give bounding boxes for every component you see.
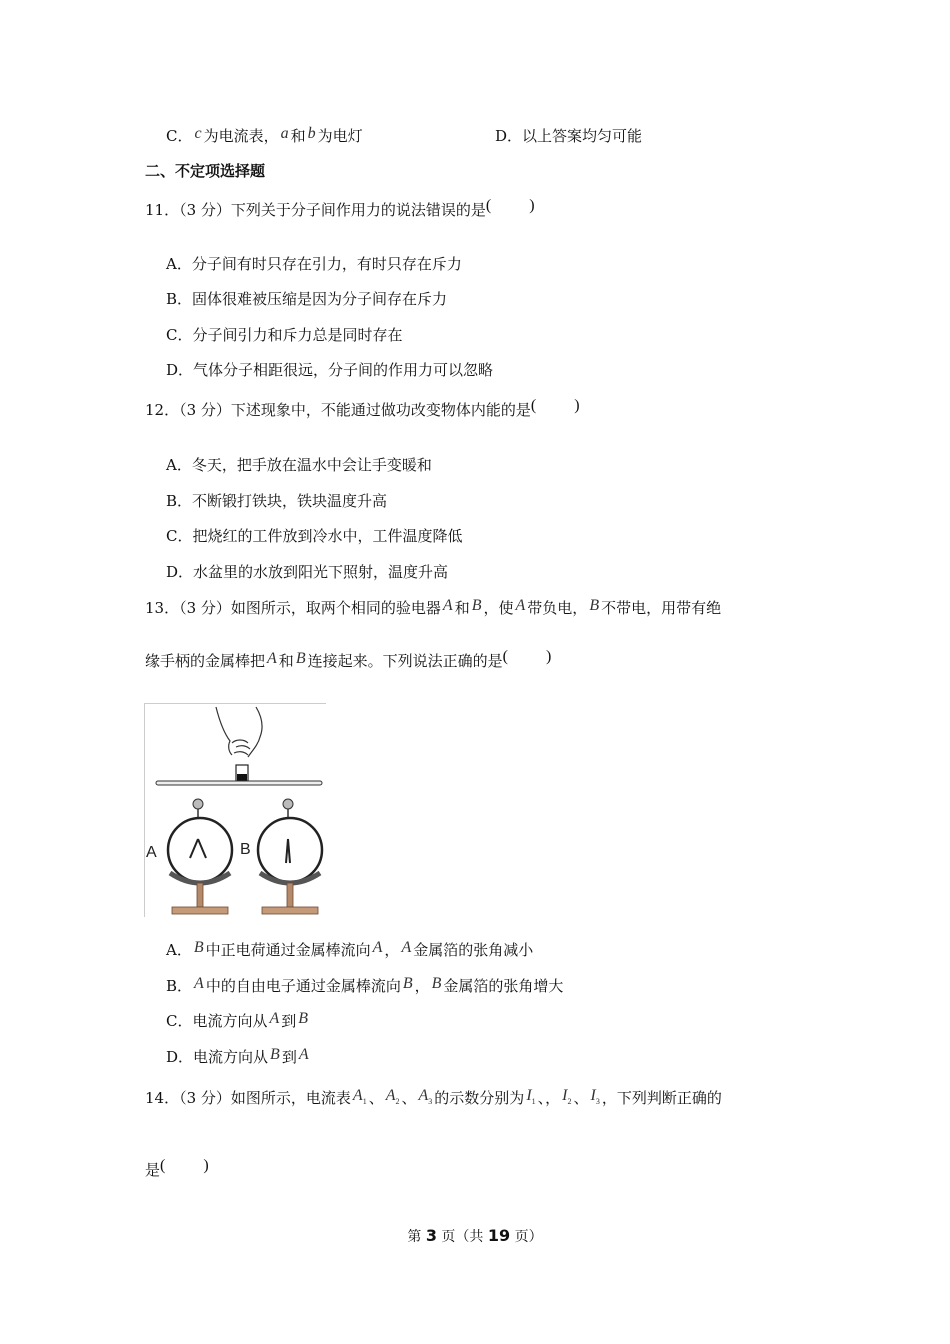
option-label: C．: [166, 127, 193, 145]
question-text: 不带电，用带有绝: [601, 599, 722, 617]
question-text: 如图所示，电流表: [230, 1089, 351, 1107]
var-a: A: [401, 939, 412, 956]
var-b: B: [471, 597, 482, 614]
var-a: A: [194, 975, 204, 992]
var-i1: $I_1$: [526, 1087, 536, 1106]
var-b: B: [295, 650, 306, 667]
var-b: b: [307, 125, 316, 142]
q13-option-a: [166, 940, 533, 961]
var-a: A: [515, 597, 526, 614]
q10-option-d: [495, 126, 642, 146]
var-i3: $I_3$: [590, 1087, 600, 1106]
figure-label-a: A: [146, 844, 157, 861]
question-text: 带负电，: [527, 599, 588, 617]
option-label: C．: [166, 1012, 193, 1030]
var-c: c: [194, 125, 202, 142]
question-text: 、，: [537, 1089, 561, 1107]
question-text: 下述现象中，不能通过做功改变物体内能的是: [230, 401, 531, 419]
option-text: 为电灯: [317, 127, 363, 145]
q13-stem-line2: [145, 648, 552, 672]
var-b: B: [589, 597, 600, 614]
answer-paren-close: ): [545, 648, 552, 665]
hand-drawing: [216, 707, 262, 757]
electroscope-figure: [144, 703, 326, 917]
q14-stem-line1: 14．（3 分）如图所示，电流表 $A_1$ 、 $A_2$ 、 $A_3$ 的示数分别为 $I_1$ 、， $I_2$ 、 $I_3$ ，下列判断正确的: [145, 1087, 722, 1107]
page-number: 3: [425, 1226, 437, 1245]
option-label: B．: [166, 290, 193, 308]
option-text: 分子间引力和斥力总是同时存在: [192, 326, 403, 344]
option-text: 和: [290, 127, 306, 145]
question-text: 连接起来。下列说法正确的是: [307, 652, 503, 670]
option-label: B．: [166, 977, 193, 995]
option-label: D．: [495, 127, 523, 145]
question-text: 、: [573, 1089, 589, 1107]
q13-option-b: [166, 976, 563, 997]
var-b: B: [270, 1046, 280, 1063]
q11-stem: [145, 197, 535, 221]
option-label: A．: [166, 255, 192, 273]
var-a3: $A_3$: [418, 1087, 433, 1106]
var-a: A: [442, 597, 453, 614]
option-text: 以上答案均匀可能: [522, 127, 643, 145]
q12-option-c: [166, 526, 463, 546]
var-b: B: [298, 1010, 309, 1027]
option-text: 金属箔的张角减小: [413, 941, 534, 959]
q13-option-c: [166, 1011, 310, 1032]
option-label: D．: [166, 1048, 194, 1066]
option-label: B．: [166, 492, 193, 510]
electroscope-a: [168, 799, 232, 914]
metal-rod: [156, 781, 322, 785]
var-a: A: [267, 650, 277, 667]
question-text: 缘手柄的金属棒把: [145, 652, 266, 670]
page-total: 19: [487, 1226, 511, 1245]
q11-option-b: [166, 289, 447, 309]
question-text: ，下列判断正确的: [601, 1089, 722, 1107]
option-text: 电流方向从: [192, 1012, 268, 1030]
var-b: B: [193, 939, 204, 956]
option-text: 水盆里的水放到阳光下照射，温度升高: [193, 563, 449, 581]
var-a2: $A_2$: [385, 1087, 400, 1106]
question-text: 如图所示，取两个相同的验电器: [230, 599, 441, 617]
option-label: D．: [166, 361, 194, 379]
var-a1: $A_1$: [352, 1087, 367, 1106]
page-footer: 第 3 页（共 19 页）: [407, 1226, 543, 1245]
question-number: 12．: [145, 401, 180, 419]
question-score: （3 分）: [179, 1089, 231, 1107]
answer-paren-close: ): [574, 397, 580, 414]
answer-paren-open: (: [485, 197, 492, 214]
option-text: 电流方向从: [193, 1048, 269, 1066]
option-text: 到: [281, 1012, 297, 1030]
option-label: A．: [166, 941, 192, 959]
option-text: 为电流表，: [203, 127, 279, 145]
question-text: 和: [454, 599, 470, 617]
option-text: ，: [414, 977, 430, 995]
var-a: A: [269, 1010, 280, 1027]
figure-label-b: B: [240, 841, 251, 858]
option-text: 分子间有时只存在引力，有时只存在斥力: [191, 255, 462, 273]
q12-option-a: [166, 455, 432, 475]
option-text: 气体分子相距很远，分子间的作用力可以忽略: [193, 361, 494, 379]
answer-paren-open: (: [530, 397, 537, 414]
option-text: 中正电荷通过金属棒流向: [205, 941, 371, 959]
option-label: C．: [166, 326, 193, 344]
question-number: 11．: [145, 201, 180, 219]
answer-paren-close: ): [529, 197, 535, 214]
question-text: ，使: [483, 599, 514, 617]
var-i2: $I_2$: [562, 1087, 572, 1106]
question-score: （3 分）: [179, 401, 231, 419]
question-score: （3 分）: [179, 599, 231, 617]
question-text: 的示数分别为: [434, 1089, 525, 1107]
answer-paren-open: (: [160, 1157, 166, 1174]
option-label: A．: [166, 456, 192, 474]
q13-stem-line1: [145, 598, 721, 619]
var-a: A: [298, 1046, 309, 1063]
question-text: 和: [278, 652, 294, 670]
answer-paren-open: (: [502, 648, 508, 665]
question-score: （3 分）: [179, 201, 231, 219]
q12-option-d: [166, 562, 448, 582]
question-number: 14．: [145, 1089, 180, 1107]
answer-paren-close: ): [203, 1157, 209, 1174]
q14-stem-line2: [145, 1157, 209, 1181]
var-a: A: [372, 939, 383, 956]
question-text: 是: [145, 1161, 161, 1179]
option-text: 不断锻打铁块，铁块温度升高: [192, 492, 388, 510]
option-text: 金属箔的张角增大: [443, 977, 564, 995]
option-text: 固体很难被压缩是因为分子间存在斥力: [192, 290, 448, 308]
option-text: 到: [281, 1048, 297, 1066]
option-text: 冬天，把手放在温水中会让手变暖和: [191, 456, 432, 474]
q13-option-d: [166, 1047, 311, 1068]
var-b: B: [431, 975, 442, 992]
var-a: a: [280, 125, 289, 142]
q10-option-c: [166, 126, 363, 147]
q12-stem: [145, 397, 580, 421]
q11-option-c: [166, 325, 403, 345]
option-label: D．: [166, 563, 194, 581]
var-b: B: [402, 975, 413, 992]
section-title: 二、不定项选择题: [145, 162, 266, 180]
q11-option-a: [166, 254, 462, 274]
option-text: 把烧红的工件放到冷水中，工件温度降低: [192, 527, 463, 545]
electroscope-b: [258, 799, 322, 914]
question-number: 13．: [145, 599, 180, 617]
question-text: 下列关于分子间作用力的说法错误的是: [230, 201, 486, 219]
option-text: 中的自由电子通过金属棒流向: [205, 977, 401, 995]
option-text: ，: [384, 941, 400, 959]
option-label: C．: [166, 527, 193, 545]
q11-option-d: [166, 360, 493, 380]
q12-option-b: [166, 491, 387, 511]
